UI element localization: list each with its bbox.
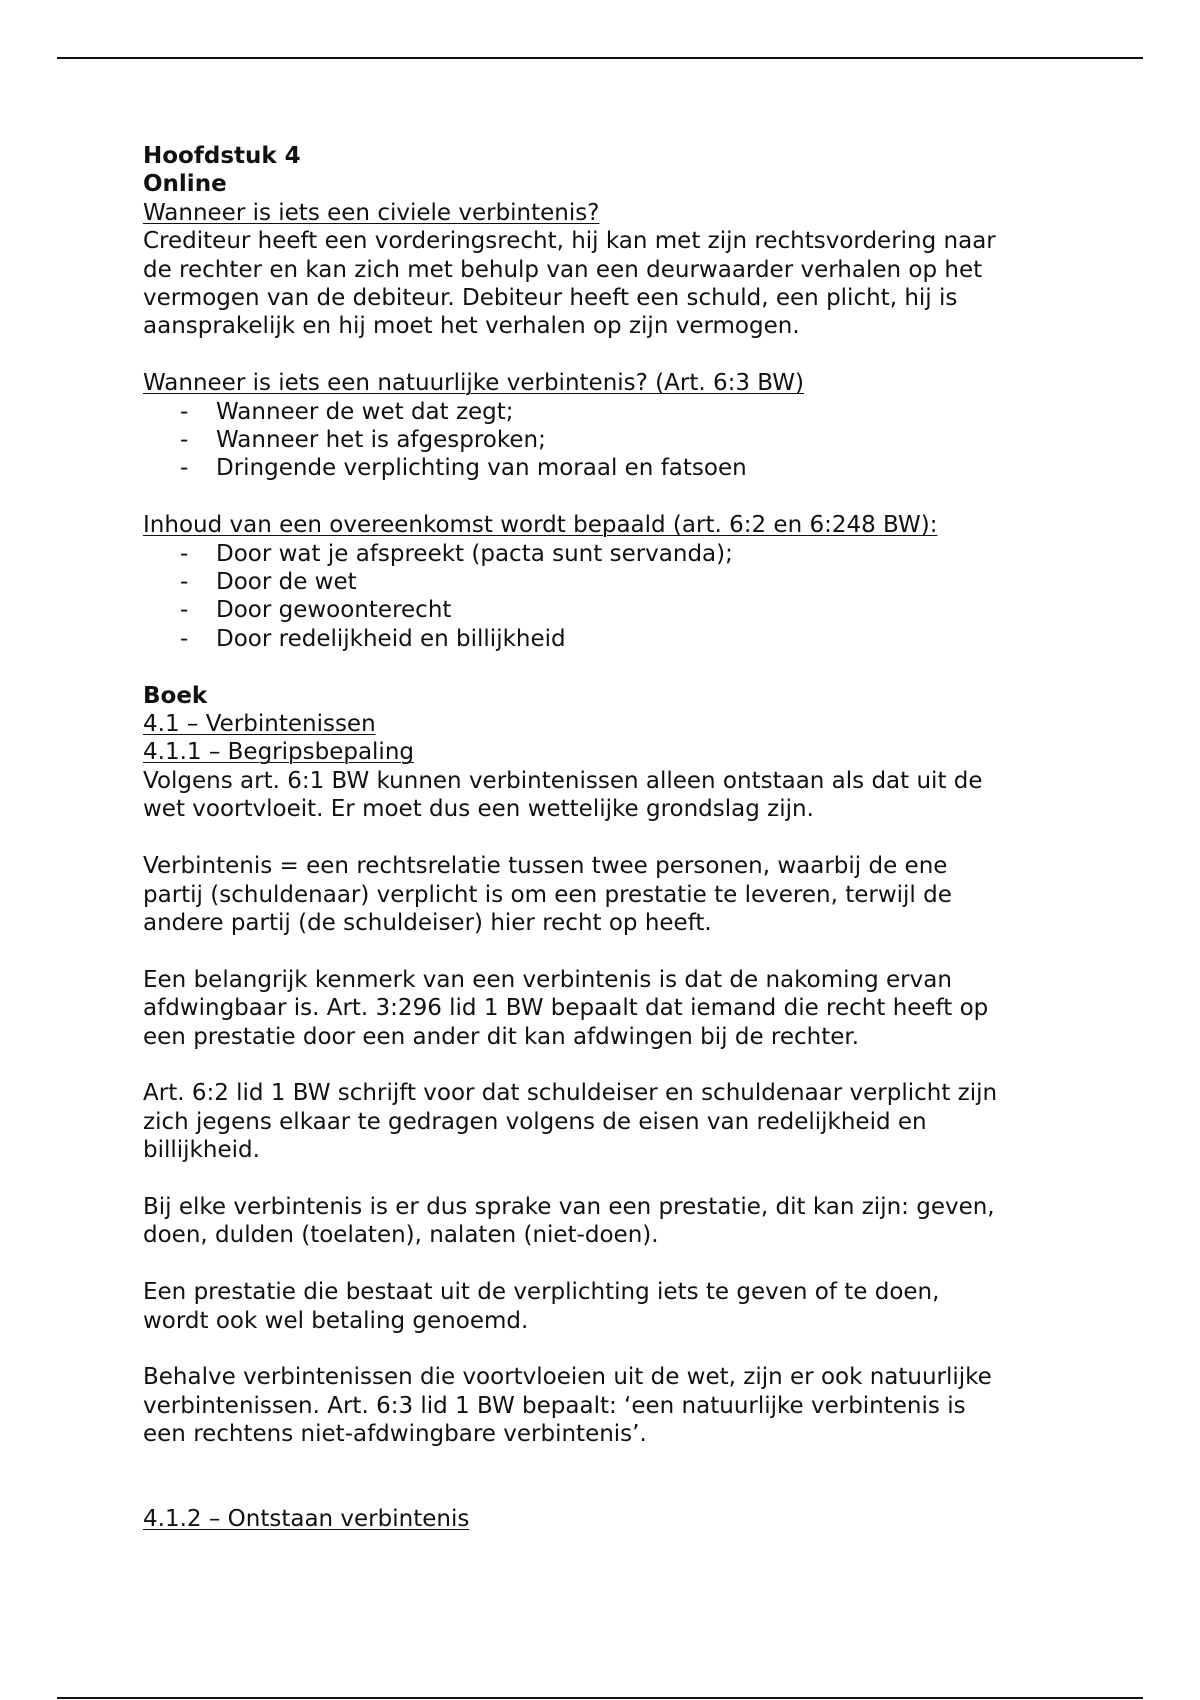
paragraph-line: Art. 6:2 lid 1 BW schrijft voor dat schuldeiser en schuldenaar verplicht zijn	[143, 1080, 998, 1107]
dash-bullet: -	[180, 540, 189, 567]
natural-obligation-list	[143, 398, 1063, 483]
paragraph-line: Volgens art. 6:1 BW kunnen verbintenissen alleen ontstaan als dat uit de	[143, 767, 983, 794]
paragraph-line: aansprakelijk en hij moet het verhalen op zijn vermogen.	[143, 313, 800, 340]
list-item: - Door gewoonterecht	[180, 597, 452, 624]
list-item: - Dringende verplichting van moraal en fatsoen	[180, 455, 747, 482]
paragraph-line: de rechter en kan zich met behulp van een deurwaarder verhalen op het	[143, 256, 983, 283]
page-top-rule	[57, 57, 1143, 59]
paragraph-line: doen, dulden (toelaten), nalaten (niet-doen).	[143, 1222, 659, 1249]
paragraph-line: een rechtens niet-afdwingbare verbintenis’.	[143, 1421, 647, 1448]
blank-line	[143, 937, 1063, 965]
civil-obligation-question: Wanneer is iets een civiele verbintenis?	[143, 199, 600, 226]
paragraph-line: een prestatie door een ander dit kan afdwingen bij de rechter.	[143, 1023, 860, 1050]
paragraph-line: Verbintenis = een rechtsrelatie tussen twee personen, waarbij de ene	[143, 853, 948, 880]
paragraph-line: wordt ook wel betaling genoemd.	[143, 1307, 529, 1334]
document-body	[143, 142, 1063, 1534]
paragraph-line: wet voortvloeit. Er moet dus een wettelijke grondslag zijn.	[143, 796, 814, 823]
paragraph-line: partij (schuldenaar) verplicht is om een prestatie te leveren, terwijl de	[143, 881, 952, 908]
paragraph-line: vermogen van de debiteur. Debiteur heeft een schuld, een plicht, hij is	[143, 285, 958, 312]
list-item: - Wanneer de wet dat zegt;	[180, 398, 514, 425]
paragraph-line: Behalve verbintenissen die voortvloeien uit de wet, zijn er ook natuurlijke	[143, 1364, 992, 1391]
contract-content-heading: Inhoud van een overeenkomst wordt bepaald (art. 6:2 en 6:248 BW):	[143, 512, 938, 539]
paragraph-line: Bij elke verbintenis is er dus sprake van een prestatie, dit kan zijn: geven,	[143, 1193, 995, 1220]
dash-bullet: -	[180, 455, 189, 482]
blank-line	[143, 1165, 1063, 1193]
paragraph-line: Een belangrijk kenmerk van een verbintenis is dat de nakoming ervan	[143, 966, 952, 993]
paragraph-line: verbintenissen. Art. 6:3 lid 1 BW bepaalt: ‘een natuurlijke verbintenis is	[143, 1392, 966, 1419]
book-section-title: Boek	[143, 682, 208, 709]
dash-bullet: -	[180, 427, 189, 454]
section-heading-4-1: 4.1 – Verbintenissen	[143, 711, 376, 738]
section-heading-4-1-2: 4.1.2 – Ontstaan verbintenis	[143, 1506, 470, 1533]
section-heading-4-1-1: 4.1.1 – Begripsbepaling	[143, 739, 415, 766]
paragraph-line: Een prestatie die bestaat uit de verplichting iets te geven of te doen,	[143, 1279, 940, 1306]
paragraph-line: Crediteur heeft een vorderingsrecht, hij kan met zijn rechtsvordering naar	[143, 228, 996, 255]
blank-line	[143, 1335, 1063, 1363]
paragraph-line: afdwingbaar is. Art. 3:296 lid 1 BW bepaalt dat iemand die recht heeft op	[143, 995, 989, 1022]
online-section-title: Online	[143, 171, 227, 198]
list-item: - Door de wet	[180, 569, 357, 596]
dash-bullet: -	[180, 398, 189, 425]
dash-bullet: -	[180, 597, 189, 624]
paragraph-line: billijkheid.	[143, 1137, 260, 1164]
blank-line	[143, 341, 1063, 369]
page-bottom-rule	[57, 1697, 1143, 1699]
blank-line	[143, 1250, 1063, 1278]
natural-obligation-question: Wanneer is iets een natuurlijke verbintenis? (Art. 6:3 BW)	[143, 370, 804, 397]
list-item: - Door redelijkheid en billijkheid	[180, 625, 566, 652]
list-item: - Door wat je afspreekt (pacta sunt servanda);	[180, 540, 733, 567]
contract-content-list	[143, 540, 1063, 654]
paragraph-line: zich jegens elkaar te gedragen volgens de eisen van redelijkheid en	[143, 1108, 927, 1135]
blank-line	[143, 1051, 1063, 1079]
paragraph-line: andere partij (de schuldeiser) hier recht op heeft.	[143, 909, 712, 936]
list-item: - Wanneer het is afgesproken;	[180, 427, 546, 454]
blank-line	[143, 483, 1063, 511]
blank-line	[143, 824, 1063, 852]
blank-line	[143, 1449, 1063, 1506]
dash-bullet: -	[180, 625, 189, 652]
blank-line	[143, 653, 1063, 681]
dash-bullet: -	[180, 569, 189, 596]
chapter-title: Hoofdstuk 4	[143, 143, 301, 169]
